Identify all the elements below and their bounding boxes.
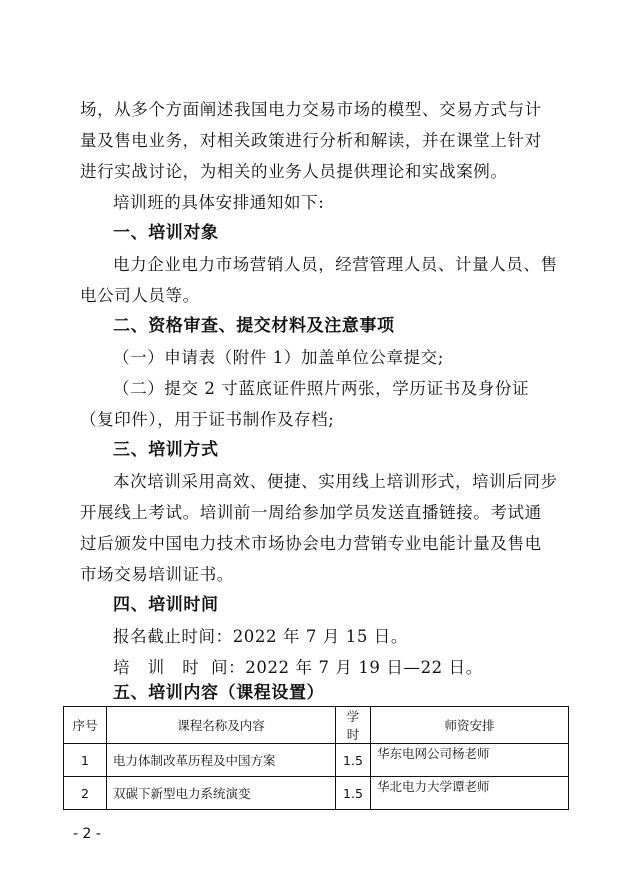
header-course-name: 课程名称及内容	[107, 707, 336, 744]
table-row	[64, 777, 569, 810]
header-hours: 学时	[336, 707, 371, 744]
course-table	[63, 706, 569, 810]
row-index: 2	[64, 777, 107, 810]
section-heading-2: 二、资格审查、提交材料及注意事项	[113, 316, 395, 336]
notice-paragraph: 培训班的具体安排通知如下:	[113, 193, 325, 212]
row-hours: 1.5	[336, 777, 371, 810]
section-heading-1: 一、培训对象	[113, 223, 219, 243]
table-row	[64, 744, 569, 777]
registration-deadline: 报名截止时间：2022 年 7 月 15 日。	[113, 627, 409, 646]
intro-paragraph: 场，从多个方面阐述我国电力交易市场的模型、交易方式与计量及售电业务，对相关政策进行分析和解读，并在课堂上针对进行实战讨论，为相关的业务人员提供理论和实战案例。	[80, 100, 542, 181]
section-heading-3: 三、培训方式	[113, 440, 219, 460]
row-teacher: 华东电网公司杨老师	[371, 744, 569, 777]
row-course-name: 双碳下新型电力系统演变	[107, 777, 336, 810]
section-heading-5: 五、培训内容（课程设置）	[113, 683, 325, 703]
training-period: 培 训 时 间：2022 年 7 月 19 日—22 日。	[113, 658, 483, 677]
section-heading-4: 四、培训时间	[113, 595, 219, 615]
section-1-body: 电力企业电力市场营销人员，经营管理人员、计量人员、售电公司人员等。	[80, 255, 558, 305]
table-header-row	[64, 707, 569, 744]
section-2-item-2: （二）提交 2 寸蓝底证件照片两张，学历证书及身份证（复印件），用于证书制作及存档;	[80, 379, 530, 429]
page-number: - 2 -	[73, 826, 101, 842]
row-teacher: 华北电力大学谭老师	[371, 777, 569, 810]
header-index: 序号	[64, 707, 107, 744]
row-hours: 1.5	[336, 744, 371, 777]
header-teacher: 师资安排	[371, 707, 569, 744]
section-2-item-1: （一）申请表（附件 1）加盖单位公章提交;	[113, 348, 444, 367]
row-index: 1	[64, 744, 107, 777]
row-course-name: 电力体制改革历程及中国方案	[107, 744, 336, 777]
section-3-body: 本次培训采用高效、便捷、实用线上培训形式，培训后同步开展线上考试。培训前一周给参加学员发送直播链接。考试通过后颁发中国电力技术市场协会电力营销专业电能计量及售电市场交易培训证书。	[80, 472, 558, 584]
